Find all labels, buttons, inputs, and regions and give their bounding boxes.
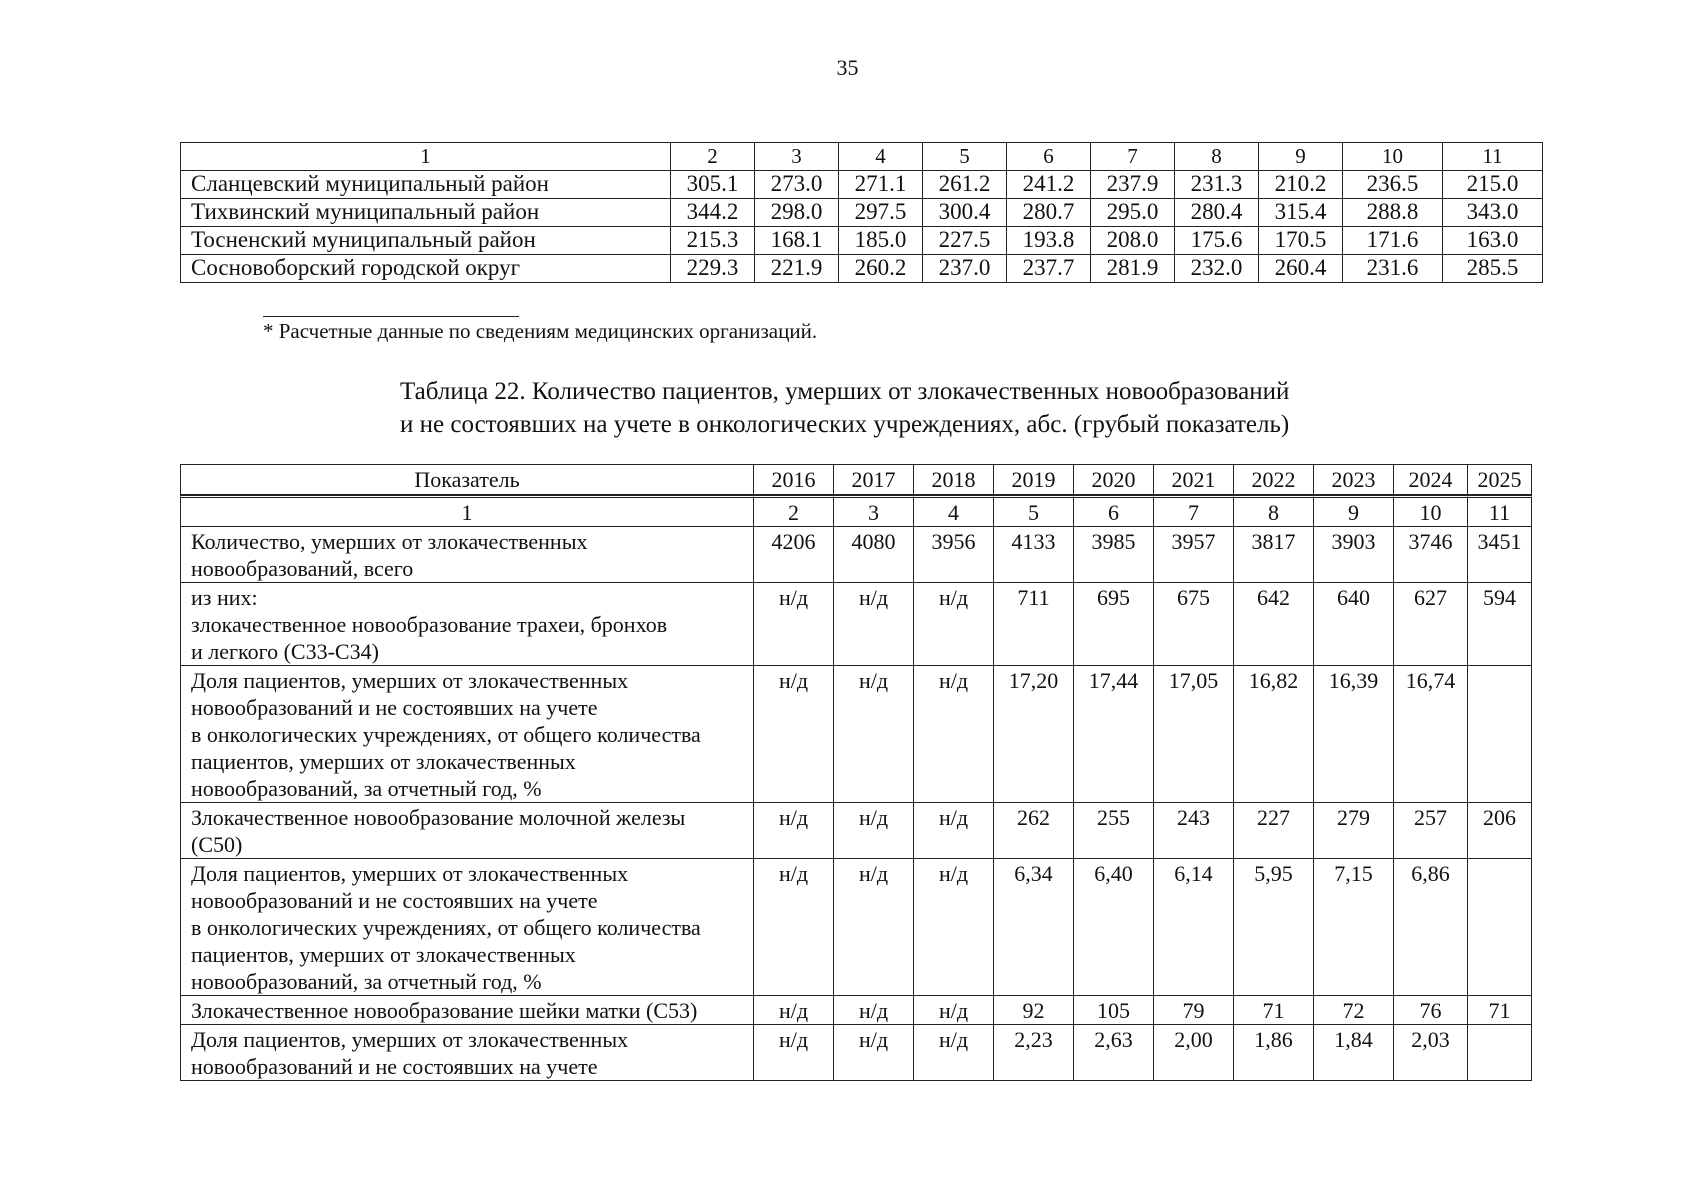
header-cell: 2025 [1468, 464, 1532, 495]
label-line: новообразований, всего [191, 556, 414, 581]
table-cell: 297.5 [839, 199, 923, 227]
table-cell: 7,15 [1314, 859, 1394, 996]
table-cell: 2,23 [994, 1025, 1074, 1081]
table-cell: 1,86 [1234, 1025, 1314, 1081]
column-number: 4 [839, 143, 923, 171]
table-cell: 627 [1394, 583, 1468, 666]
table-cell: 241.2 [1007, 171, 1091, 199]
table-cell: 279 [1314, 803, 1394, 859]
table-row [180, 527, 1532, 583]
column-number: 8 [1234, 495, 1314, 527]
header-cell: 2024 [1394, 464, 1468, 495]
table-cell: 237.7 [1007, 255, 1091, 283]
table-cell: н/д [834, 859, 914, 996]
row-label [180, 666, 754, 803]
table-cell: 206 [1468, 803, 1532, 859]
table-cell: 237.9 [1091, 171, 1175, 199]
table-cell: 343.0 [1443, 199, 1543, 227]
table-cell: 642 [1234, 583, 1314, 666]
column-number: 1 [180, 495, 754, 527]
table-cell: 231.6 [1343, 255, 1443, 283]
table-row [181, 227, 1543, 255]
table-cell: 163.0 [1443, 227, 1543, 255]
table-cell: 208.0 [1091, 227, 1175, 255]
column-number-row [180, 495, 1532, 527]
table-cell: 185.0 [839, 227, 923, 255]
table-cell: 300.4 [923, 199, 1007, 227]
table-cell: 16,82 [1234, 666, 1314, 803]
table-cell: 17,05 [1154, 666, 1234, 803]
table-cell: 675 [1154, 583, 1234, 666]
table-cell: 594 [1468, 583, 1532, 666]
table-cell [1468, 666, 1532, 803]
column-number: 9 [1314, 495, 1394, 527]
header-cell: 2022 [1234, 464, 1314, 495]
table-cell [1468, 859, 1532, 996]
table-cell: 280.7 [1007, 199, 1091, 227]
column-number: 10 [1394, 495, 1468, 527]
table-cell: 260.2 [839, 255, 923, 283]
column-number: 2 [671, 143, 755, 171]
table-cell: 221.9 [755, 255, 839, 283]
row-label [180, 527, 754, 583]
table-cell: 262 [994, 803, 1074, 859]
table-cell: 3451 [1468, 527, 1532, 583]
label-line: Доля пациентов, умерших от злокачественных [191, 668, 629, 693]
column-number: 11 [1468, 495, 1532, 527]
table-cell: 255 [1074, 803, 1154, 859]
table-cell: 171.6 [1343, 227, 1443, 255]
table-cell: 640 [1314, 583, 1394, 666]
table-cell: 288.8 [1343, 199, 1443, 227]
row-label [180, 1025, 754, 1081]
label-line: Доля пациентов, умерших от злокачественных [191, 861, 629, 886]
table-cell: 236.5 [1343, 171, 1443, 199]
table-cell: 280.4 [1175, 199, 1259, 227]
table-caption [400, 375, 1400, 441]
table-cell: 1,84 [1314, 1025, 1394, 1081]
row-label [180, 583, 754, 666]
label-line: Злокачественное новообразование шейки матки (С53) [191, 998, 698, 1023]
label-line: злокачественное новообразование трахеи, бронхов [191, 612, 668, 637]
table-cell: 281.9 [1091, 255, 1175, 283]
table-cell: 295.0 [1091, 199, 1175, 227]
label-line: новообразований, за отчетный год, % [191, 776, 542, 801]
column-number: 7 [1091, 143, 1175, 171]
column-number: 8 [1175, 143, 1259, 171]
page-number: 35 [836, 55, 859, 80]
table-cell: н/д [914, 666, 994, 803]
table-cell: н/д [834, 803, 914, 859]
table-row [180, 1025, 1532, 1081]
table-cell: 71 [1234, 996, 1314, 1025]
label-line: в онкологических учреждениях, от общего количества [191, 915, 701, 940]
table-cell: н/д [914, 583, 994, 666]
table-cell: 215.0 [1443, 171, 1543, 199]
table-cell: 6,14 [1154, 859, 1234, 996]
table-cell: 4080 [834, 527, 914, 583]
table-cell: 229.3 [671, 255, 755, 283]
table-cell: 227 [1234, 803, 1314, 859]
label-line: Злокачественное новообразование молочной железы [191, 805, 686, 830]
table-cell: 215.3 [671, 227, 755, 255]
table-cell: 261.2 [923, 171, 1007, 199]
table-cell: 227.5 [923, 227, 1007, 255]
column-number: 5 [994, 495, 1074, 527]
table-row [180, 996, 1532, 1025]
caption-line: и не состоявших на учете в онкологических учреждениях, абс. (грубый показатель) [400, 411, 1290, 438]
table-row [180, 859, 1532, 996]
table-cell: 231.3 [1175, 171, 1259, 199]
table-cell: н/д [914, 996, 994, 1025]
table-row [181, 255, 1543, 283]
table-cell: 3817 [1234, 527, 1314, 583]
row-label [180, 859, 754, 996]
header-cell: Показатель [180, 464, 754, 495]
label-line: новообразований и не состоявших на учете [191, 888, 598, 913]
row-label [180, 996, 754, 1025]
table-row [180, 666, 1532, 803]
column-number: 4 [914, 495, 994, 527]
table-cell: н/д [914, 803, 994, 859]
column-number: 11 [1443, 143, 1543, 171]
footnote-divider [263, 316, 519, 317]
label-line: (С50) [191, 832, 243, 857]
label-line: Количество, умерших от злокачественных [191, 529, 588, 554]
table-cell: 3957 [1154, 527, 1234, 583]
caption-line: Таблица 22. Количество пациентов, умерших от злокачественных новообразований [400, 378, 1290, 405]
table-cell: 2,63 [1074, 1025, 1154, 1081]
table-cell: 168.1 [755, 227, 839, 255]
column-number: 7 [1154, 495, 1234, 527]
table-header-row [180, 464, 1532, 495]
table-cell: 3985 [1074, 527, 1154, 583]
table-row [181, 171, 1543, 199]
header-cell: 2019 [994, 464, 1074, 495]
label-line: пациентов, умерших от злокачественных [191, 749, 576, 774]
table-cell: 210.2 [1259, 171, 1343, 199]
label-line: новообразований и не состоявших на учете [191, 695, 598, 720]
table-22 [180, 464, 1532, 1081]
table-cell: 2,03 [1394, 1025, 1468, 1081]
table-cell: 6,86 [1394, 859, 1468, 996]
row-label: Сосновоборский городской округ [181, 255, 671, 283]
header-cell: 2018 [914, 464, 994, 495]
table-cell: н/д [754, 1025, 834, 1081]
row-label: Тихвинский муниципальный район [181, 199, 671, 227]
label-line: новообразований и не состоявших на учете [191, 1054, 598, 1079]
table-cell: 3903 [1314, 527, 1394, 583]
header-cell: 2020 [1074, 464, 1154, 495]
table-cell: н/д [834, 583, 914, 666]
table-cell [1468, 1025, 1532, 1081]
row-label: Тосненский муниципальный район [181, 227, 671, 255]
footnote: * Расчетные данные по сведениям медицинских организаций. [263, 319, 818, 343]
table-cell: 243 [1154, 803, 1234, 859]
column-number: 3 [755, 143, 839, 171]
table-cell: 92 [994, 996, 1074, 1025]
table-cell: 711 [994, 583, 1074, 666]
table-header-row [181, 143, 1543, 171]
table-cell: 16,74 [1394, 666, 1468, 803]
table-cell: 260.4 [1259, 255, 1343, 283]
table-cell: 237.0 [923, 255, 1007, 283]
row-label: Сланцевский муниципальный район [181, 171, 671, 199]
column-number: 6 [1007, 143, 1091, 171]
table-cell: 105 [1074, 996, 1154, 1025]
label-line: новообразований, за отчетный год, % [191, 969, 542, 994]
row-label [180, 803, 754, 859]
label-line: в онкологических учреждениях, от общего количества [191, 722, 701, 747]
header-cell: 2023 [1314, 464, 1394, 495]
regional-table [180, 142, 1543, 283]
label-line: из них: [191, 585, 258, 610]
header-cell: 2016 [754, 464, 834, 495]
table-cell: 17,20 [994, 666, 1074, 803]
table-row [180, 583, 1532, 666]
table-cell: 17,44 [1074, 666, 1154, 803]
table-cell: н/д [754, 803, 834, 859]
table-cell: 5,95 [1234, 859, 1314, 996]
table-cell: 6,40 [1074, 859, 1154, 996]
table-cell: н/д [834, 996, 914, 1025]
label-line: и легкого (С33-С34) [191, 639, 379, 664]
table-cell: н/д [914, 859, 994, 996]
table-cell: 2,00 [1154, 1025, 1234, 1081]
table-cell: н/д [834, 1025, 914, 1081]
table-cell: н/д [754, 583, 834, 666]
column-number: 10 [1343, 143, 1443, 171]
table-cell: 4133 [994, 527, 1074, 583]
table-cell: н/д [914, 1025, 994, 1081]
header-cell: 2017 [834, 464, 914, 495]
table-cell: 232.0 [1175, 255, 1259, 283]
header-cell: 2021 [1154, 464, 1234, 495]
label-line: пациентов, умерших от злокачественных [191, 942, 576, 967]
table-cell: 344.2 [671, 199, 755, 227]
table-row [181, 199, 1543, 227]
column-number: 3 [834, 495, 914, 527]
table-cell: н/д [754, 666, 834, 803]
table-cell: 3746 [1394, 527, 1468, 583]
table-cell: н/д [754, 859, 834, 996]
table-cell: 79 [1154, 996, 1234, 1025]
table-cell: 315.4 [1259, 199, 1343, 227]
table-cell: 193.8 [1007, 227, 1091, 255]
column-number: 2 [754, 495, 834, 527]
table-cell: 6,34 [994, 859, 1074, 996]
table-cell: 3956 [914, 527, 994, 583]
table-cell: 273.0 [755, 171, 839, 199]
table-cell: н/д [834, 666, 914, 803]
table-cell: 72 [1314, 996, 1394, 1025]
table-cell: 71 [1468, 996, 1532, 1025]
column-number: 5 [923, 143, 1007, 171]
table-cell: 76 [1394, 996, 1468, 1025]
table-row [180, 803, 1532, 859]
table-cell: 285.5 [1443, 255, 1543, 283]
label-line: Доля пациентов, умерших от злокачественных [191, 1027, 629, 1052]
table-cell: 271.1 [839, 171, 923, 199]
table-cell: 170.5 [1259, 227, 1343, 255]
table-cell: 695 [1074, 583, 1154, 666]
column-number: 9 [1259, 143, 1343, 171]
table-cell: 175.6 [1175, 227, 1259, 255]
table-cell: н/д [754, 996, 834, 1025]
column-number: 1 [181, 143, 671, 171]
column-number: 6 [1074, 495, 1154, 527]
table-cell: 305.1 [671, 171, 755, 199]
table-cell: 4206 [754, 527, 834, 583]
table-cell: 298.0 [755, 199, 839, 227]
table-cell: 257 [1394, 803, 1468, 859]
table-cell: 16,39 [1314, 666, 1394, 803]
